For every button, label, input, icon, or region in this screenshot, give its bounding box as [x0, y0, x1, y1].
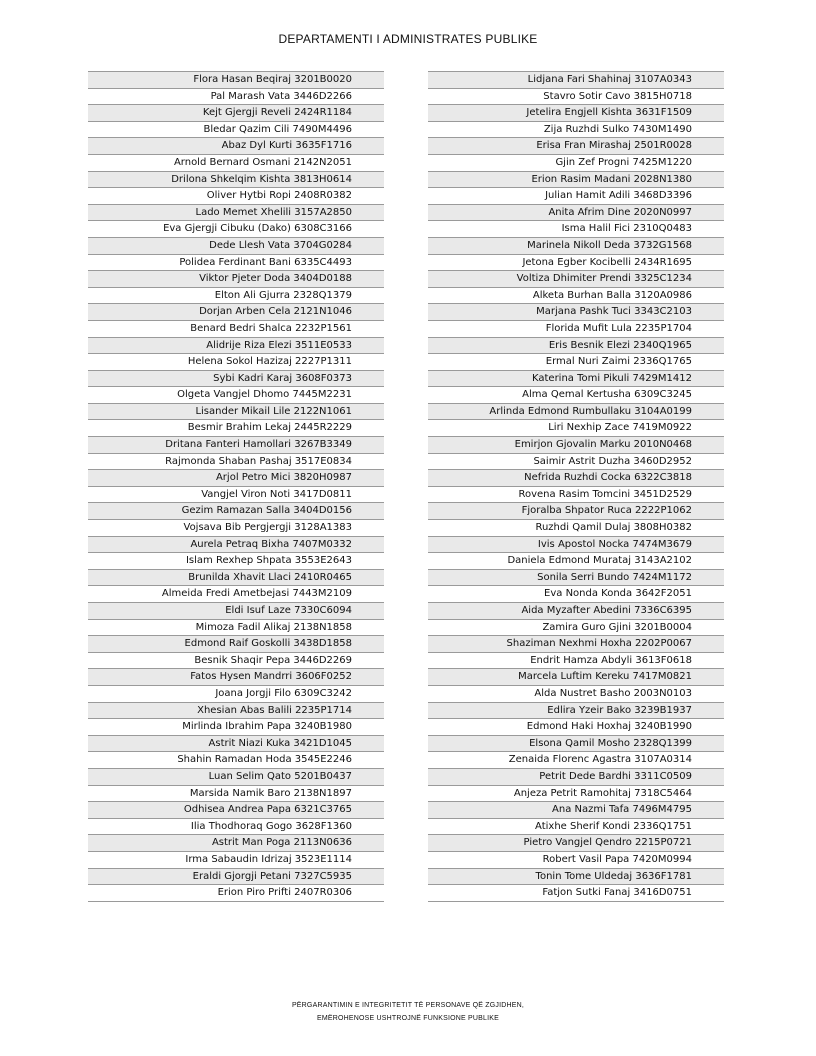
list-item: Lidjana Fari Shahinaj 3107A0343: [428, 72, 724, 89]
list-item: Helena Sokol Hazizaj 2227P1311: [88, 354, 384, 371]
list-item: Dritana Fanteri Hamollari 3267B3349: [88, 437, 384, 454]
list-item: Bledar Qazim Cili 7490M4496: [88, 122, 384, 139]
page-footer: [0, 999, 816, 1025]
list-item: Marcela Luftim Kereku 7417M0821: [428, 669, 724, 686]
list-item: Lado Memet Xhelili 3157A2850: [88, 205, 384, 222]
list-item: Sonila Serri Bundo 7424M1172: [428, 570, 724, 587]
list-item: Fjoralba Shpator Ruca 2222P1062: [428, 503, 724, 520]
list-item: Ivis Apostol Nocka 7474M3679: [428, 537, 724, 554]
list-item: Nefrida Ruzhdi Cocka 6322C3818: [428, 470, 724, 487]
list-item: Ana Nazmi Tafa 7496M4795: [428, 802, 724, 819]
list-item: Erisa Fran Mirashaj 2501R0028: [428, 138, 724, 155]
list-item: Edlira Yzeir Bako 3239B1937: [428, 703, 724, 720]
list-item: Voltiza Dhimiter Prendi 3325C1234: [428, 271, 724, 288]
list-item: Astrit Niazi Kuka 3421D1045: [88, 736, 384, 753]
list-item: Dede Llesh Vata 3704G0284: [88, 238, 384, 255]
list-item: Liri Nexhip Zace 7419M0922: [428, 420, 724, 437]
list-item: Endrit Hamza Abdyli 3613F0618: [428, 653, 724, 670]
list-item: Alma Qemal Kertusha 6309C3245: [428, 387, 724, 404]
list-item: Besnik Shaqir Pepa 3446D2269: [88, 653, 384, 670]
list-item: Alda Nustret Basho 2003N0103: [428, 686, 724, 703]
list-item: Erion Piro Prifti 2407R0306: [88, 885, 384, 902]
list-item: Marsida Namik Baro 2138N1897: [88, 786, 384, 803]
list-item: Eldi Isuf Laze 7330C6094: [88, 603, 384, 620]
list-item: Eva Gjergji Cibuku (Dako) 6308C3166: [88, 221, 384, 238]
list-item: Odhisea Andrea Papa 6321C3765: [88, 802, 384, 819]
list-item: Zenaida Florenc Agastra 3107A0314: [428, 752, 724, 769]
list-item: Polidea Ferdinant Bani 6335C4493: [88, 255, 384, 272]
list-item: Anita Afrim Dine 2020N0997: [428, 205, 724, 222]
list-item: Irma Sabaudin Idrizaj 3523E1114: [88, 852, 384, 869]
list-item: Zamira Guro Gjini 3201B0004: [428, 620, 724, 637]
list-item: Elsona Qamil Mosho 2328Q1399: [428, 736, 724, 753]
list-item: Vojsava Bib Pergjergji 3128A1383: [88, 520, 384, 537]
list-item: Mirlinda Ibrahim Papa 3240B1980: [88, 719, 384, 736]
list-item: Arlinda Edmond Rumbullaku 3104A0199: [428, 404, 724, 421]
list-item: Olgeta Vangjel Dhomo 7445M2231: [88, 387, 384, 404]
list-item: Rajmonda Shaban Pashaj 3517E0834: [88, 454, 384, 471]
list-item: Arnold Bernard Osmani 2142N2051: [88, 155, 384, 172]
footer-line-1: PËRGARANTIMIN E INTEGRITETIT TË PERSONAVE QË ZGJIDHEN,: [291, 1002, 525, 1009]
list-item: Alketa Burhan Balla 3120A0986: [428, 288, 724, 305]
list-item: Ruzhdi Qamil Dulaj 3808H0382: [428, 520, 724, 537]
list-item: Brunilda Xhavit Llaci 2410R0465: [88, 570, 384, 587]
list-item: Zija Ruzhdi Sulko 7430M1490: [428, 122, 724, 139]
list-item: Edmond Haki Hoxhaj 3240B1990: [428, 719, 724, 736]
list-item: Ilia Thodhoraq Gogo 3628F1360: [88, 819, 384, 836]
list-item: Elton Ali Gjurra 2328Q1379: [88, 288, 384, 305]
list-item: Shahin Ramadan Hoda 3545E2246: [88, 752, 384, 769]
right-name-list: [428, 71, 724, 902]
list-item: Petrit Dede Bardhi 3311C0509: [428, 769, 724, 786]
list-item: Erion Rasim Madani 2028N1380: [428, 172, 724, 189]
list-item: Lisander Mikail Lile 2122N1061: [88, 404, 384, 421]
list-item: Aida Myzafter Abedini 7336C6395: [428, 603, 724, 620]
list-item: Emirjon Gjovalin Marku 2010N0468: [428, 437, 724, 454]
list-item: Robert Vasil Papa 7420M0994: [428, 852, 724, 869]
list-item: Viktor Pjeter Doda 3404D0188: [88, 271, 384, 288]
list-item: Marjana Pashk Tuci 3343C2103: [428, 304, 724, 321]
list-item: Fatjon Sutki Fanaj 3416D0751: [428, 885, 724, 902]
list-item: Dorjan Arben Cela 2121N1046: [88, 304, 384, 321]
list-item: Xhesian Abas Balili 2235P1714: [88, 703, 384, 720]
list-item: Jetona Egber Kocibelli 2434R1695: [428, 255, 724, 272]
list-item: Anjeza Petrit Ramohitaj 7318C5464: [428, 786, 724, 803]
list-item: Vangjel Viron Noti 3417D0811: [88, 487, 384, 504]
list-item: Mimoza Fadil Alikaj 2138N1858: [88, 620, 384, 637]
list-item: Almeida Fredi Ametbejasi 7443M2109: [88, 586, 384, 603]
list-item: Fatos Hysen Mandrri 3606F0252: [88, 669, 384, 686]
list-item: Islam Rexhep Shpata 3553E2643: [88, 553, 384, 570]
list-item: Joana Jorgji Filo 6309C3242: [88, 686, 384, 703]
list-item: Besmir Brahim Lekaj 2445R2229: [88, 420, 384, 437]
list-item: Atixhe Sherif Kondi 2336Q1751: [428, 819, 724, 836]
list-item: Abaz Dyl Kurti 3635F1716: [88, 138, 384, 155]
left-name-list: [88, 71, 384, 902]
list-item: Gjin Zef Progni 7425M1220: [428, 155, 724, 172]
list-item: Astrit Man Poga 2113N0636: [88, 835, 384, 852]
list-item: Saimir Astrit Duzha 3460D2952: [428, 454, 724, 471]
list-item: Eraldi Gjorgji Petani 7327C5935: [88, 869, 384, 886]
list-item: Daniela Edmond Murataj 3143A2102: [428, 553, 724, 570]
list-item: Sybi Kadri Karaj 3608F0373: [88, 371, 384, 388]
list-item: Marinela Nikoll Deda 3732G1568: [428, 238, 724, 255]
list-item: Tonin Tome Uldedaj 3636F1781: [428, 869, 724, 886]
list-item: Jetelira Engjell Kishta 3631F1509: [428, 105, 724, 122]
list-item: Ermal Nuri Zaimi 2336Q1765: [428, 354, 724, 371]
list-item: Julian Hamit Adili 3468D3396: [428, 188, 724, 205]
list-item: Benard Bedri Shalca 2232P1561: [88, 321, 384, 338]
list-item: Alidrije Riza Elezi 3511E0533: [88, 338, 384, 355]
list-item: Pal Marash Vata 3446D2266: [88, 89, 384, 106]
page-title: DEPARTAMENTI I ADMINISTRATES PUBLIKE: [278, 32, 538, 46]
list-item: Isma Halil Fici 2310Q0483: [428, 221, 724, 238]
list-item: Pietro Vangjel Qendro 2215P0721: [428, 835, 724, 852]
list-item: Eris Besnik Elezi 2340Q1965: [428, 338, 724, 355]
list-item: Rovena Rasim Tomcini 3451D2529: [428, 487, 724, 504]
list-item: Arjol Petro Mici 3820H0987: [88, 470, 384, 487]
list-item: Oliver Hytbi Ropi 2408R0382: [88, 188, 384, 205]
list-item: Florida Mufit Lula 2235P1704: [428, 321, 724, 338]
list-item: Drilona Shkelqim Kishta 3813H0614: [88, 172, 384, 189]
list-item: Eva Nonda Konda 3642F2051: [428, 586, 724, 603]
list-item: Gezim Ramazan Salla 3404D0156: [88, 503, 384, 520]
list-item: Aurela Petraq Bixha 7407M0332: [88, 537, 384, 554]
list-item: Stavro Sotir Cavo 3815H0718: [428, 89, 724, 106]
list-item: Edmond Raif Goskolli 3438D1858: [88, 636, 384, 653]
list-item: Shaziman Nexhmi Hoxha 2202P0067: [428, 636, 724, 653]
list-item: Luan Selim Qato 5201B0437: [88, 769, 384, 786]
list-item: Flora Hasan Beqiraj 3201B0020: [88, 72, 384, 89]
footer-line-2: EMËROHENOSE USHTROJNË FUNKSIONE PUBLIKE: [316, 1015, 500, 1022]
list-item: Katerina Tomi Pikuli 7429M1412: [428, 371, 724, 388]
list-item: Kejt Gjergji Reveli 2424R1184: [88, 105, 384, 122]
